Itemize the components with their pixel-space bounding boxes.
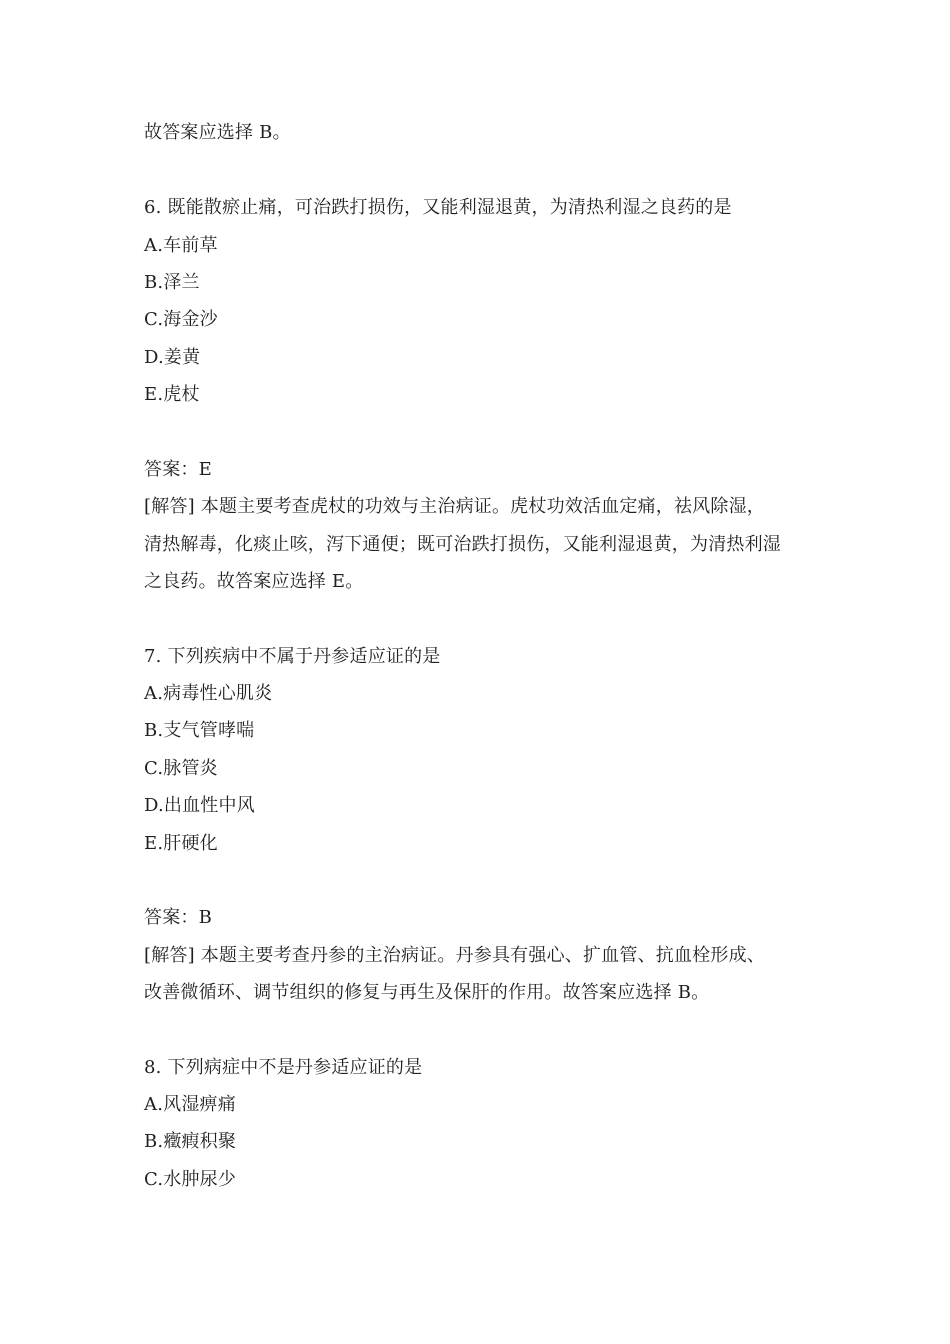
question-6-explanation-line-2: 清热解毒，化痰止咳，泻下通便；既可治跌打损伤，又能利湿退黄，为清热利湿 — [144, 534, 781, 555]
question-6-answer: 答案：E — [144, 459, 212, 480]
question-7-option-e: E.肝硬化 — [144, 833, 218, 854]
previous-answer-conclusion: 故答案应选择 B。 — [144, 122, 291, 143]
question-7-option-b: B.支气管哮喘 — [144, 720, 255, 741]
question-7-option-a: A.病毒性心肌炎 — [144, 683, 273, 704]
question-7-explanation-line-2: 改善微循环、调节组织的修复与再生及保肝的作用。故答案应选择 B。 — [144, 982, 710, 1003]
question-7-option-d: D.出血性中风 — [144, 795, 255, 816]
question-8-option-a: A.风湿痹痛 — [144, 1094, 236, 1115]
question-8-option-c: C.水肿尿少 — [144, 1169, 237, 1190]
question-6-explanation-line-3: 之良药。故答案应选择 E。 — [144, 571, 364, 592]
question-8-stem: 8. 下列病症中不是丹参适应证的是 — [144, 1057, 423, 1078]
question-6-option-b: B.泽兰 — [144, 272, 200, 293]
question-7-explanation-line-1: [解答] 本题主要考查丹参的主治病证。丹参具有强心、扩血管、抗血栓形成、 — [144, 945, 765, 966]
question-7-answer: 答案：B — [144, 907, 213, 928]
question-6-option-a: A.车前草 — [144, 235, 218, 256]
question-6-option-e: E.虎杖 — [144, 384, 200, 405]
question-7-option-c: C.脉管炎 — [144, 758, 218, 779]
question-6-option-d: D.姜黄 — [144, 347, 201, 368]
question-6-option-c: C.海金沙 — [144, 309, 218, 330]
question-6-stem: 6. 既能散瘀止痛，可治跌打损伤，又能利湿退黄，为清热利湿之良药的是 — [144, 197, 732, 218]
question-7-stem: 7. 下列疾病中不属于丹参适应证的是 — [144, 646, 441, 667]
question-6-explanation-line-1: [解答] 本题主要考查虎杖的功效与主治病证。虎杖功效活血定痛，祛风除湿， — [144, 496, 765, 517]
question-8-option-b: B.癥瘕积聚 — [144, 1131, 237, 1152]
